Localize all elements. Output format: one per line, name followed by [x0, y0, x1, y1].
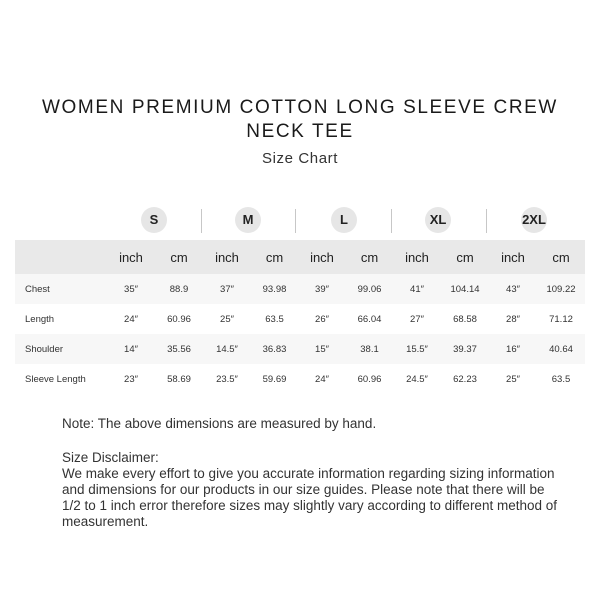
- table-cell: 59.69: [262, 373, 287, 385]
- page-subtitle: Size Chart: [261, 150, 339, 167]
- table-cell: 24.5″: [406, 373, 428, 385]
- measurement-label: Sleeve Length: [25, 373, 86, 385]
- table-cell: 36.83: [262, 343, 287, 355]
- table-cell: 88.9: [169, 283, 189, 295]
- table-cell: 15″: [315, 343, 329, 355]
- size-badge-s: S: [141, 207, 167, 233]
- unit-inch: inch: [310, 249, 334, 265]
- table-cell: 37″: [220, 283, 234, 295]
- table-cell: 62.23: [453, 373, 477, 385]
- size-badge-l: L: [331, 207, 357, 233]
- disclaimer-heading: Size Disclaimer:: [62, 450, 159, 465]
- unit-cm: cm: [170, 249, 188, 265]
- title-line-1: WOMEN PREMIUM COTTON LONG SLEEVE CREW: [42, 97, 558, 118]
- table-row: [15, 334, 585, 364]
- table-row: [15, 364, 585, 394]
- table-cell: 16″: [506, 343, 520, 355]
- table-cell: 58.69: [167, 373, 191, 385]
- table-cell: 39.37: [453, 343, 477, 355]
- table-cell: 60.96: [167, 313, 191, 325]
- table-row: [15, 274, 585, 304]
- measurement-label: Shoulder: [25, 343, 64, 355]
- size-divider: [295, 209, 296, 233]
- table-cell: 25″: [220, 313, 234, 325]
- table-cell: 26″: [315, 313, 329, 325]
- unit-cm: cm: [265, 249, 284, 265]
- table-cell: 109.22: [546, 283, 576, 295]
- table-cell: 38.1: [360, 343, 379, 355]
- unit-cm: cm: [360, 249, 379, 265]
- table-cell: 14.5″: [216, 343, 238, 355]
- table-cell: 28″: [506, 313, 520, 325]
- table-cell: 23.5″: [216, 373, 238, 385]
- table-cell: 66.04: [357, 313, 382, 325]
- table-cell: 27″: [410, 313, 424, 325]
- measurements-table: [15, 240, 585, 394]
- size-badge-m: M: [235, 207, 261, 233]
- table-cell: 15.5″: [406, 343, 428, 355]
- unit-header-row: [15, 240, 585, 274]
- table-cell: 35.56: [167, 343, 191, 355]
- table-row: [15, 304, 585, 334]
- title-line-2: NECK TEE: [246, 121, 354, 142]
- unit-header-blank: [15, 240, 107, 274]
- table-cell: 40.64: [549, 343, 573, 355]
- unit-inch: inch: [215, 249, 239, 265]
- unit-cm: cm: [456, 249, 474, 265]
- table-cell: 39″: [315, 283, 329, 295]
- table-cell: 68.58: [453, 313, 477, 325]
- disclaimer-body: We make every effort to give you accurate information regarding sizing information and dimensions for our products in our size guides. Please note that there will be 1/2 to 1 inch error therefore sizes may slightly vary according to different method of measurement.: [62, 466, 557, 529]
- measurement-label: Length: [25, 313, 55, 325]
- size-chart: [15, 205, 585, 395]
- table-cell: 35″: [124, 283, 138, 295]
- unit-inch: inch: [119, 249, 143, 265]
- unit-inch: inch: [501, 249, 525, 265]
- table-cell: 63.5: [551, 373, 571, 385]
- table-cell: 14″: [124, 343, 138, 355]
- table-cell: 25″: [506, 373, 520, 385]
- unit-cm: cm: [552, 249, 570, 265]
- unit-inch: inch: [405, 249, 429, 265]
- size-header-row: [15, 205, 585, 237]
- size-divider: [201, 209, 202, 233]
- table-cell: 24″: [124, 313, 138, 325]
- table-cell: 41″: [410, 283, 424, 295]
- table-cell: 104.14: [450, 283, 480, 295]
- table-cell: 43″: [506, 283, 520, 295]
- page-title: [0, 96, 600, 144]
- size-divider: [391, 209, 392, 233]
- size-divider: [486, 209, 487, 233]
- measurement-label: Chest: [25, 283, 50, 295]
- measurement-note: Note: The above dimensions are measured by hand.: [62, 416, 377, 431]
- table-cell: 93.98: [262, 283, 287, 295]
- table-cell: 24″: [315, 373, 329, 385]
- table-cell: 60.96: [357, 373, 382, 385]
- table-cell: 23″: [124, 373, 138, 385]
- table-cell: 63.5: [265, 313, 284, 325]
- table-cell: 71.12: [549, 313, 573, 325]
- size-disclaimer: [62, 450, 562, 530]
- size-badge-2xl: 2XL: [521, 207, 547, 233]
- table-cell: 99.06: [357, 283, 382, 295]
- size-badge-xl: XL: [425, 207, 451, 233]
